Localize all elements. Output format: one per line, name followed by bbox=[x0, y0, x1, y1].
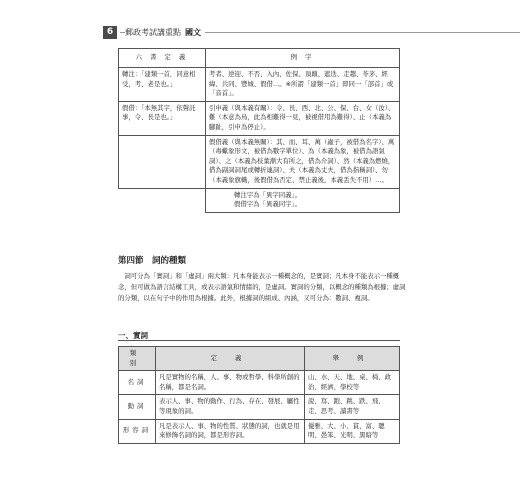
word-type-examples: 山、水、天、地、桌、椅、政治、經濟、學校等 bbox=[305, 371, 400, 395]
summary-cell bbox=[206, 188, 400, 212]
section-heading: 第四節 詞的種類 bbox=[118, 256, 187, 266]
six-scripts-table bbox=[118, 48, 400, 213]
word-type-definition: 表示人、事、物的動作、行為、存在、發展、屬性等現象的詞。 bbox=[156, 395, 305, 419]
empty-cell bbox=[119, 188, 206, 212]
word-type-examples: 說、寫、跑、跳、跌、飛、走、思考、讀書等 bbox=[305, 395, 400, 419]
word-type-definition: 凡是實物的名稱，人、事、物或哲學、科學所創的名稱，都是名詞。 bbox=[156, 371, 305, 395]
definition-cell bbox=[119, 135, 206, 188]
book-title bbox=[125, 27, 205, 38]
table-row bbox=[119, 101, 400, 135]
column-header: 六 書 定 義 bbox=[119, 49, 206, 68]
table-row bbox=[119, 68, 400, 102]
examples-cell: 引申義（與本義有關）：令、長、西、北、公、保、台、女（汝）、難（本意為鳥，此為相難得一見，被視借用為難得）、止（本義為腳趾，引申為停止）。 bbox=[206, 101, 400, 135]
word-type-name: 名詞 bbox=[119, 371, 156, 395]
subject-label: 國文 bbox=[185, 28, 201, 37]
column-header: 定 義 bbox=[156, 347, 305, 371]
table-row bbox=[119, 395, 400, 419]
column-header: 例 字 bbox=[206, 49, 400, 68]
examples-cell: 假借義（與本義無關）：其、而、耳、萬（蟲子，被借為名字）、萬（毒蠍象形文，被借為數字單位）、為（本義為象，被借為語氣詞）、之（本義為枝葉漸大有所之，借為介詞）、然（本義為燃燒，借為副詞詞尾或轉折連詞）、夫（本義為丈夫，借為指稱詞）、勿（本義象旗幟，後假借為否定、禁止義後，本義丢失不用）…。 bbox=[206, 135, 400, 188]
word-type-examples: 優雅、大、小、貧、富、聰明、愚笨、光明、黑暗等 bbox=[305, 419, 400, 443]
book-title-text: 郵政考試講重點 bbox=[125, 28, 181, 37]
table-header-row bbox=[119, 347, 400, 371]
summary-row bbox=[119, 188, 400, 212]
column-header: 舉 例 bbox=[305, 347, 400, 371]
word-type-name: 形容詞 bbox=[119, 419, 156, 443]
table-header-row bbox=[119, 49, 400, 68]
summary-line: 假借字為「異義同字」。 bbox=[234, 200, 302, 209]
definition-cell: 轉注：「建類一首，同意相受，考、老是也。」 bbox=[119, 68, 206, 102]
word-type-name: 動詞 bbox=[119, 395, 156, 419]
subsection-rule bbox=[118, 340, 400, 341]
summary-line: 轉注字為「異字同義」。 bbox=[234, 190, 302, 199]
examples-cell: 考者、逆迎、不否、入內、佐保、頂顛、遮迭、走趨、苓茅、經緯、共同、豐城、假借…。※所謂「建類一首」即同一「部首」或「音首」。 bbox=[206, 68, 400, 102]
table-row bbox=[119, 135, 400, 188]
page-number: 6 bbox=[103, 26, 117, 39]
table-row bbox=[119, 371, 400, 395]
column-header: 類 別 bbox=[119, 347, 156, 371]
section-paragraph: 詞可分為「實詞」和「虛詞」兩大類：凡本身能表示一種概念的，是實詞；凡本身不能表示一種概念，但可做為語言結構工具，或表示語氣和情緒的，是虛詞。實詞的分類，以概念的種類為根據；虛詞的分類，以在句子中的作用為根據。此外，根據詞的組成、內涵，又可分為：數詞、複詞。 bbox=[118, 272, 406, 303]
subsection-heading: 一、實詞 bbox=[118, 331, 148, 340]
table-row bbox=[119, 419, 400, 443]
definition-cell: 假借：「本無其字，依聲託事，令、長是也。」 bbox=[119, 101, 206, 135]
word-types-table bbox=[118, 346, 400, 444]
running-header bbox=[0, 26, 520, 39]
word-type-definition: 凡是表示人、事、物的性質、狀態的詞，也就是用來修飾名詞的詞，都是形容詞。 bbox=[156, 419, 305, 443]
